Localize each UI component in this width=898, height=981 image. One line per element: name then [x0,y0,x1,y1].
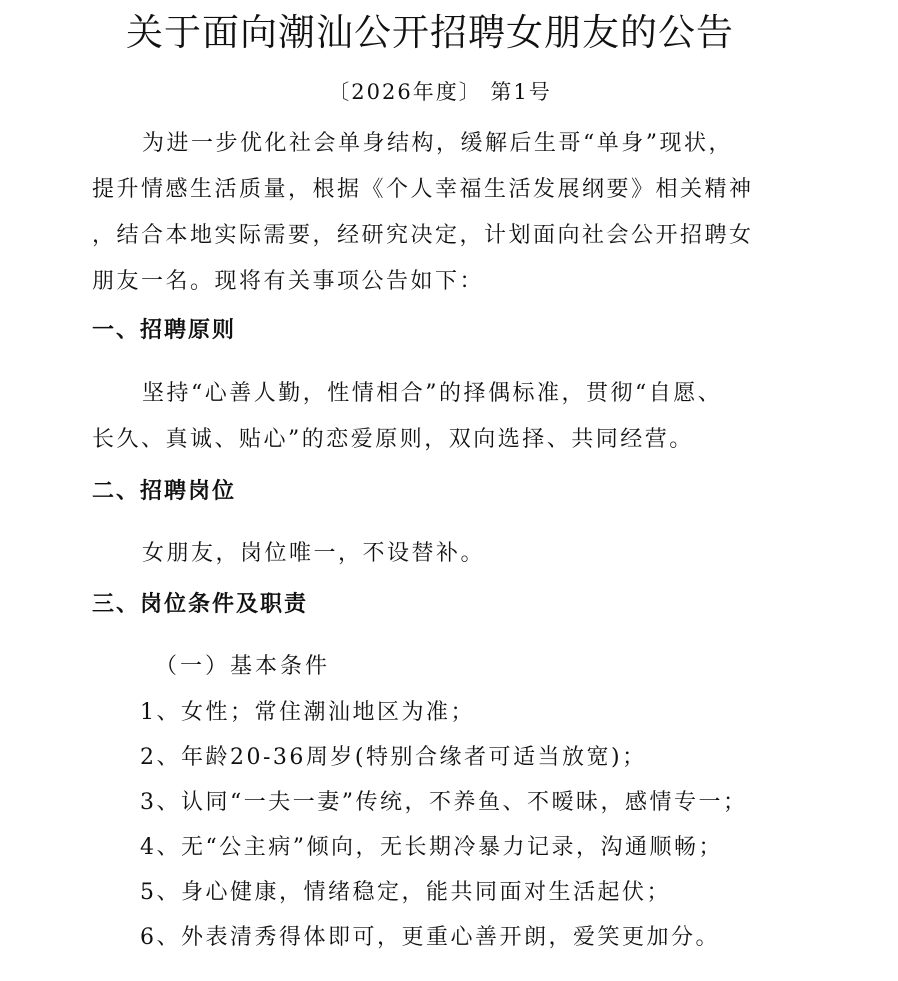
condition-item: 5、身心健康，情绪稳定，能共同面对生活起伏； [140,880,671,905]
section-heading-principles: 一、招聘原则 [92,318,237,343]
intro-line-3: ，结合本地实际需要，经研究决定，计划面向社会公开招聘女 [92,223,754,248]
intro-line-4: 朋友一名。现将有关事项公告如下： [92,269,485,294]
intro-line-1: 为进一步优化社会单身结构，缓解后生哥“单身”现状， [142,131,733,156]
document-title: 关于面向潮汕公开招聘女朋友的公告 [126,11,734,54]
condition-item: 4、无“公主病”倾向，无长期冷暴力记录，沟通顺畅； [140,835,723,860]
document-number: 〔2026年度〕 第1号 [328,80,552,104]
principles-line-2: 长久、真诚、贴心”的恋爱原则，双向选择、共同经营。 [92,427,694,452]
subheading-basic-conditions: （一）基本条件 [155,654,331,679]
condition-item: 2、年龄20-36周岁(特别合缘者可适当放宽)； [140,745,647,770]
condition-item: 6、外表清秀得体即可，更重心善开朗，爱笑更加分。 [140,925,720,950]
section-heading-conditions: 三、岗位条件及职责 [92,592,309,617]
principles-line-1: 坚持“心善人勤，性情相合”的择偶标准，贯彻“自愿、 [142,381,723,406]
position-line-1: 女朋友，岗位唯一，不设替补。 [142,541,486,566]
intro-line-2: 提升情感生活质量，根据《个人幸福生活发展纲要》相关精神 [92,177,754,202]
condition-item: 3、认同“一夫一妻”传统，不养鱼、不暧昧，感情专一； [140,790,748,815]
section-heading-position: 二、招聘岗位 [92,479,237,504]
condition-item: 1、女性；常住潮汕地区为准； [140,700,475,725]
